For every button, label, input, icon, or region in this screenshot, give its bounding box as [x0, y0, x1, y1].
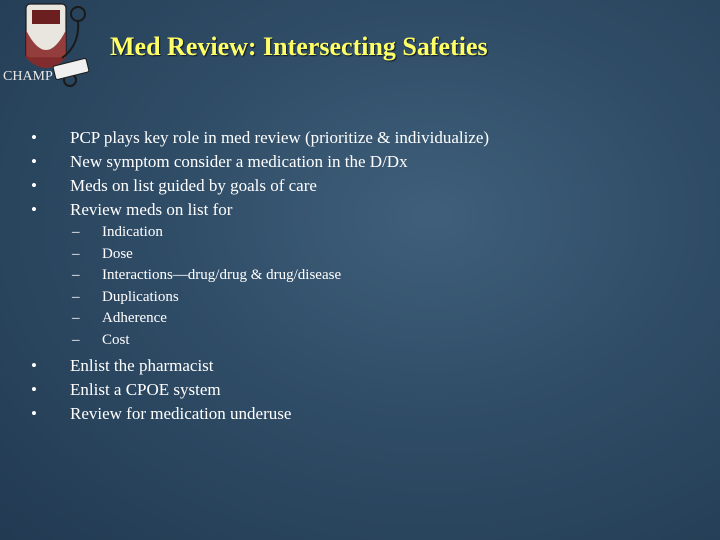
sub-bullet-list — [72, 222, 341, 351]
sub-bullet-text: Cost — [102, 331, 130, 348]
bullet-item — [28, 354, 668, 378]
bullet-item — [28, 126, 668, 150]
dash-icon: – — [72, 224, 80, 240]
champ-logo — [0, 0, 100, 92]
bullet-text: Enlist the pharmacist — [70, 356, 214, 375]
bullet-item — [28, 198, 668, 222]
sub-bullet-item — [72, 244, 341, 266]
dash-icon: – — [72, 310, 80, 326]
dash-icon: – — [72, 288, 80, 305]
slide-title: Med Review: Intersecting Safeties — [110, 32, 488, 61]
bullet-text: New symptom consider a medication in the D/Dx — [70, 152, 408, 171]
bullet-text: PCP plays key role in med review (prioritize & individualize) — [70, 128, 490, 147]
bullet-list-continued — [28, 354, 668, 426]
sub-bullet-text: Interactions—drug/drug & drug/disease — [102, 267, 342, 283]
bullet-icon: • — [31, 380, 37, 399]
bullet-icon: • — [31, 200, 37, 219]
bullet-item — [28, 402, 668, 426]
bullet-text: Review for medication underuse — [70, 404, 292, 423]
bullet-icon: • — [31, 128, 37, 147]
sub-bullet-text: Indication — [102, 224, 163, 240]
bullet-list — [28, 126, 668, 222]
bullet-text: Enlist a CPOE system — [70, 380, 221, 399]
bullet-icon: • — [31, 356, 37, 375]
sub-bullet-item — [72, 222, 341, 244]
logo-banner — [32, 10, 60, 24]
bullet-icon: • — [31, 404, 37, 423]
sub-bullet-text: Duplications — [102, 288, 179, 305]
bullet-item — [28, 174, 668, 198]
sub-bullet-item — [72, 330, 341, 352]
sub-bullet-item — [72, 308, 341, 330]
stethoscope-icon — [71, 7, 85, 21]
bullet-text: Review meds on list for — [70, 200, 233, 219]
bullet-icon: • — [31, 152, 37, 171]
sub-bullet-item — [72, 265, 341, 287]
dash-icon: – — [72, 245, 80, 262]
sub-bullet-item — [72, 287, 341, 309]
dash-icon: – — [72, 267, 80, 283]
bullet-item — [28, 150, 668, 174]
bullet-text: Meds on list guided by goals of care — [70, 176, 317, 195]
dash-icon: – — [72, 331, 80, 348]
sub-bullet-text: Dose — [102, 245, 133, 262]
logo-champ-text: CHAMP — [3, 69, 53, 84]
bullet-item — [28, 378, 668, 402]
sub-bullet-text: Adherence — [102, 310, 167, 326]
bullet-icon: • — [31, 176, 37, 195]
